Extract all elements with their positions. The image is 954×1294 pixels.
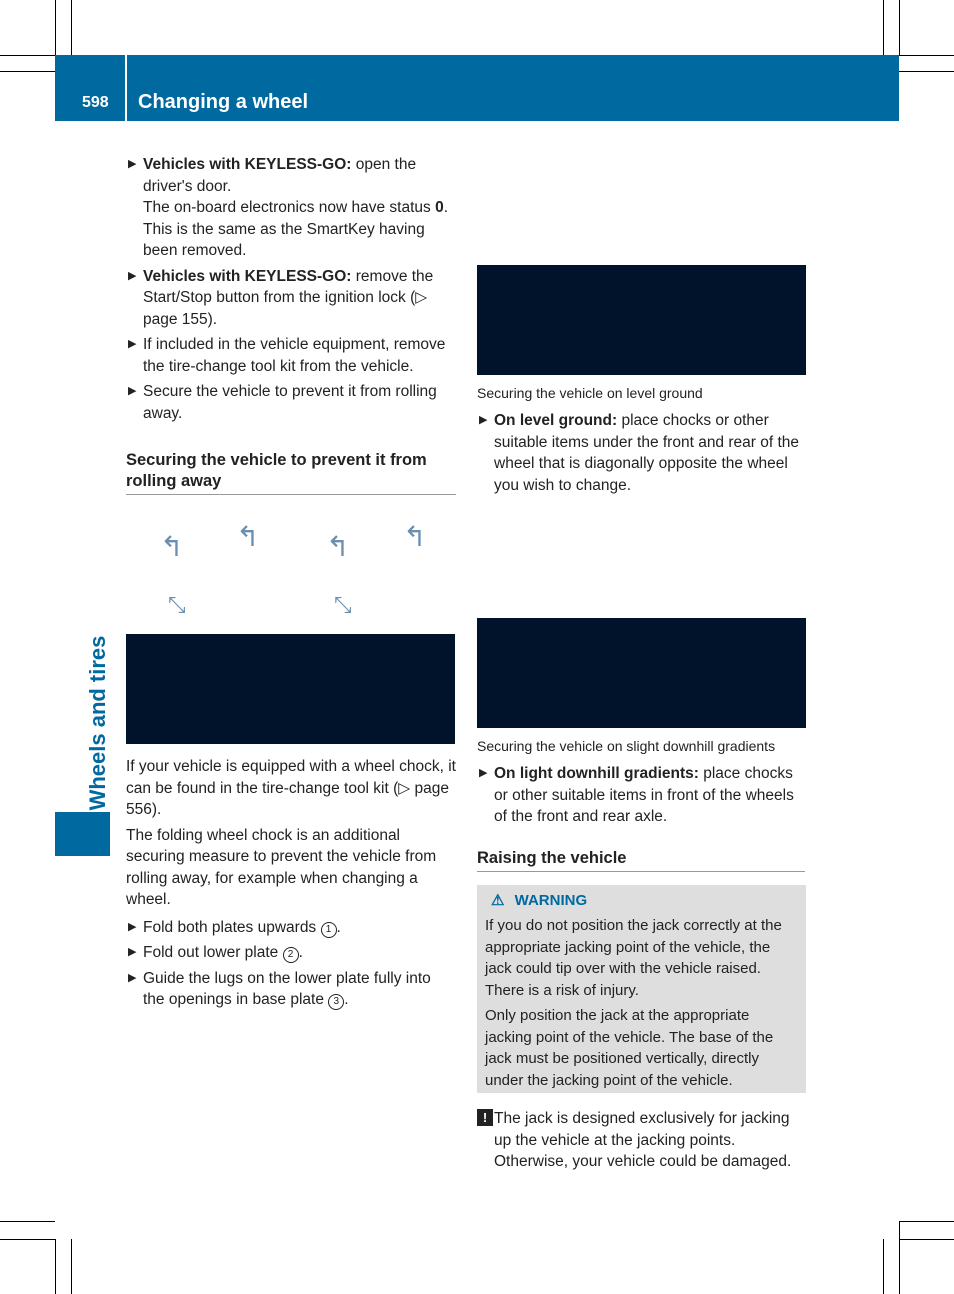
crop-mark: [899, 71, 954, 72]
header-divider: [125, 55, 127, 121]
step-bold: On light downhill gradients:: [494, 765, 699, 782]
crop-mark: [0, 1221, 55, 1222]
section-side-label: Wheels and tires: [85, 635, 110, 811]
body-paragraph: If your vehicle is equipped with a wheel chock, it can be found in the tire-change tool kit (▷ page 556).: [126, 758, 456, 818]
warning-body: [485, 915, 800, 1095]
step-item: [477, 410, 807, 496]
exclamation-icon: !: [477, 1109, 493, 1126]
arrow-right-icon: ▶: [128, 385, 137, 397]
right-step-block: [477, 410, 807, 500]
page-title: Changing a wheel: [138, 91, 309, 113]
crop-mark: [55, 1239, 56, 1294]
arrow-right-icon: ▶: [479, 414, 488, 426]
figure-caption: Securing the vehicle on level ground: [477, 385, 703, 401]
crop-mark: [899, 1221, 954, 1222]
crop-mark: [71, 0, 72, 55]
warning-triangle-icon: ⚠: [491, 892, 505, 909]
arrow-right-icon: ▶: [128, 971, 137, 984]
section-tab: [55, 812, 110, 856]
step-text: open the driver's door.: [143, 156, 417, 195]
step-text: place chocks or other suitable items under the front and rear of the wheel that is diagonally opposite the wheel you wish to change.: [494, 412, 800, 494]
left-column: [126, 154, 456, 495]
double-arrow-icon: ⤡: [168, 592, 186, 617]
step-item: [126, 154, 456, 262]
step-item: ▶ Fold both plates upwards 1 .: [126, 917, 456, 939]
downhill-figure: [477, 618, 806, 728]
status-value: 0: [435, 199, 444, 216]
curved-arrow-icon: ↰: [326, 531, 350, 562]
section-subheading: Securing the vehicle to prevent it from rolling away: [126, 450, 456, 495]
step-text: Fold both plates upwards: [143, 918, 321, 936]
arrow-right-icon: ▶: [128, 158, 137, 170]
page-number: 598: [82, 94, 109, 111]
left-column-lower: [126, 756, 456, 1015]
callout-number: 1: [321, 922, 337, 938]
arrow-right-icon: ▶: [479, 767, 488, 779]
arrow-right-icon: ▶: [128, 338, 137, 350]
section-subheading: Raising the vehicle: [477, 848, 805, 872]
step-item: ▶ Guide the lugs on the lower plate fully into the openings in base plate 3 .: [128, 969, 431, 1008]
curved-arrow-icon: ↰: [403, 521, 427, 552]
step-text: place chocks or other suitable items in front of the wheels of the front and rear axle.: [494, 765, 794, 825]
step-text: Guide the lugs on the lower plate fully into the openings in base plate: [143, 969, 431, 1008]
note-block: [477, 1108, 807, 1173]
wheel-chock-figure: [126, 634, 455, 744]
step-text: The on-board electronics now have status: [143, 199, 436, 216]
warning-paragraph: If you do not position the jack correctly at the appropriate jacking point of the vehicle, the jack could tip over with the vehicle raised. There is a risk of injury.: [485, 917, 782, 999]
step-bold: Vehicles with KEYLESS-GO:: [143, 267, 352, 285]
step-text: If included in the vehicle equipment, remove the tire-change tool kit from the vehicle.: [143, 336, 446, 375]
warning-box: [477, 885, 806, 1093]
crop-mark: [0, 55, 55, 56]
callout-number: 3: [328, 994, 344, 1010]
step-item: ▶ Fold out lower plate 2 .: [126, 942, 456, 964]
crop-mark: [899, 1221, 900, 1294]
step-text: Secure the vehicle to prevent it from rolling away.: [143, 383, 437, 422]
crop-mark: [899, 1239, 954, 1240]
crop-mark: [899, 0, 900, 55]
warning-paragraph: Only position the jack at the appropriate jacking point of the vehicle. The base of the jack must be positioned vertically, directly under the jacking point of the vehicle.: [485, 1007, 774, 1089]
step-text: remove the Start/Stop button from the ignition lock (▷ page 155).: [143, 267, 434, 328]
crop-mark: [55, 0, 56, 55]
crop-mark: [899, 55, 954, 56]
right-step-block: [477, 763, 807, 872]
crop-mark: [0, 71, 55, 72]
crop-mark: [883, 1239, 884, 1294]
double-arrow-icon: ⤡: [334, 592, 352, 617]
step-item: [126, 266, 456, 331]
step-bold: Vehicles with KEYLESS-GO:: [143, 156, 352, 173]
crop-mark: [883, 0, 884, 55]
arrow-right-icon: ▶: [128, 269, 137, 282]
step-item: [477, 763, 807, 828]
level-ground-figure: [477, 265, 806, 375]
step-text: . This is the same as the SmartKey having been removed.: [143, 199, 449, 259]
step-item: [126, 334, 456, 377]
crop-mark: [0, 1239, 55, 1240]
warning-heading: [491, 891, 587, 909]
callout-number: 2: [283, 947, 299, 963]
step-text: Fold out lower plate: [143, 944, 283, 961]
body-paragraph: The folding wheel chock is an additional securing measure to prevent the vehicle from rolling away, for example when changing a wheel.: [126, 826, 437, 908]
step-item: [126, 381, 456, 424]
arrow-right-icon: ▶: [128, 920, 137, 933]
warning-title: WARNING: [514, 892, 588, 909]
arrow-right-icon: ▶: [128, 946, 137, 958]
curved-arrow-icon: ↰: [160, 531, 184, 562]
step-bold: On level ground:: [494, 412, 618, 429]
note-item: [477, 1108, 807, 1173]
crop-mark: [71, 1239, 72, 1294]
curved-arrow-icon: ↰: [236, 521, 260, 552]
note-text: The jack is designed exclusively for jacking up the vehicle at the jacking points. Otherwise, your vehicle could be damaged.: [494, 1110, 792, 1170]
figure-caption: Securing the vehicle on slight downhill gradients: [477, 738, 776, 754]
